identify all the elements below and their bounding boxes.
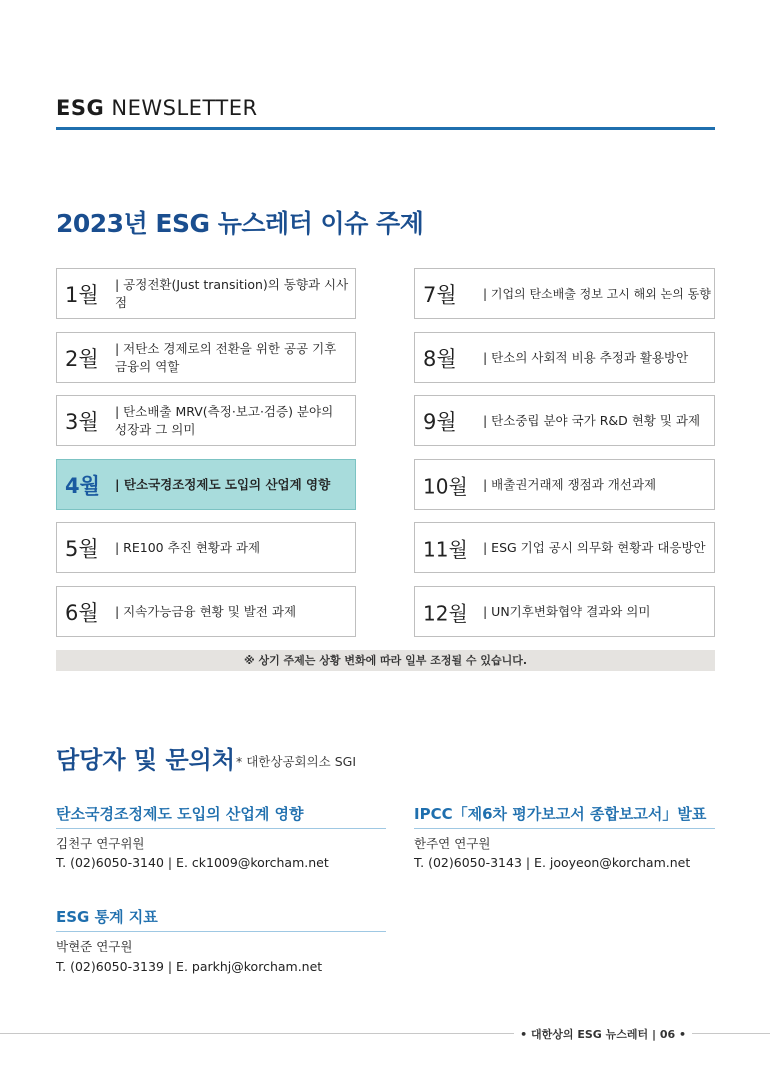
contact-heading: 탄소국경조정제도 도입의 산업계 영향 xyxy=(56,803,386,829)
topic-month: 8월 xyxy=(423,346,457,371)
contact-name: 김천구 연구위원 xyxy=(56,836,145,851)
contact-name: 한주연 연구원 xyxy=(414,836,491,851)
topic-card-1 xyxy=(56,268,356,319)
topic-card-3 xyxy=(56,395,356,446)
topic-title: | 배출권거래제 쟁점과 개선과제 xyxy=(483,476,657,492)
topic-title: | 지속가능금융 현황 및 발전 과제 xyxy=(115,603,297,619)
contacts-title: 담당자 및 문의처 xyxy=(56,746,235,774)
topic-month: 4월 xyxy=(65,473,100,498)
topic-month: 6월 xyxy=(65,600,99,625)
contact-info: T. (02)6050-3140 | E. ck1009@korcham.net xyxy=(56,855,329,870)
topic-title: | 탄소국경조정제도 도입의 산업계 영향 xyxy=(115,476,331,492)
section-title: 2023년 ESG 뉴스레터 이슈 주제 xyxy=(56,209,424,238)
topic-card-7 xyxy=(414,268,715,319)
topic-month: 9월 xyxy=(423,409,457,434)
topic-card-5 xyxy=(56,522,356,573)
topic-card-10 xyxy=(414,459,715,510)
topic-month: 7월 xyxy=(423,282,457,307)
topic-month: 2월 xyxy=(65,346,99,371)
topic-title: | 탄소의 사회적 비용 추정과 활용방안 xyxy=(483,349,689,365)
contact-heading: IPCC「제6차 평가보고서 종합보고서」발표 xyxy=(414,803,715,829)
topic-card-11 xyxy=(414,522,715,573)
topic-month: 3월 xyxy=(65,409,99,434)
topic-month: 12월 xyxy=(423,601,468,625)
topic-month: 11월 xyxy=(423,537,468,561)
topic-title: | RE100 추진 현황과 과제 xyxy=(115,539,261,555)
topic-card-2 xyxy=(56,332,356,383)
topic-title: | 저탄소 경제로의 전환을 위한 공공 기후 금융의 역할 xyxy=(115,340,337,374)
topic-month: 5월 xyxy=(65,536,99,561)
topic-title: | 탄소중립 분야 국가 R&D 현황 및 과제 xyxy=(483,412,701,428)
header-divider xyxy=(56,127,715,130)
schedule-note: ※ 상기 주제는 상황 변화에 따라 일부 조정될 수 있습니다. xyxy=(56,650,715,671)
topic-title: | UN기후변화협약 결과와 의미 xyxy=(483,603,651,619)
topic-card-12 xyxy=(414,586,715,637)
page-footer: • 대한상의 ESG 뉴스레터 | 06 • xyxy=(514,1026,692,1042)
contact-info: T. (02)6050-3143 | E. jooyeon@korcham.net xyxy=(414,855,691,870)
topic-title: | ESG 기업 공시 의무화 현황과 대응방안 xyxy=(483,539,706,555)
header-title-bold: ESG xyxy=(56,96,105,120)
topic-card-8 xyxy=(414,332,715,383)
header-title-rest: NEWSLETTER xyxy=(111,96,258,120)
topic-month: 10월 xyxy=(423,474,468,498)
contact-heading: ESG 통계 지표 xyxy=(56,906,386,932)
topic-card-9 xyxy=(414,395,715,446)
contact-name: 박현준 연구원 xyxy=(56,939,133,954)
newsletter-header xyxy=(56,96,258,120)
topic-month: 1월 xyxy=(65,282,99,307)
topic-card-6 xyxy=(56,586,356,637)
topic-title: | 공정전환(Just transition)의 동향과 시사점 xyxy=(115,276,349,310)
topic-title: | 탄소배출 MRV(측정·보고·검증) 분야의 성장과 그 의미 xyxy=(115,403,334,437)
contact-info: T. (02)6050-3139 | E. parkhj@korcham.net xyxy=(56,959,323,974)
topic-card-4-highlighted xyxy=(56,459,356,510)
topic-title: | 기업의 탄소배출 정보 고시 해외 논의 동향 xyxy=(483,286,711,301)
contacts-org: * 대한상공회의소 SGI xyxy=(236,754,357,769)
